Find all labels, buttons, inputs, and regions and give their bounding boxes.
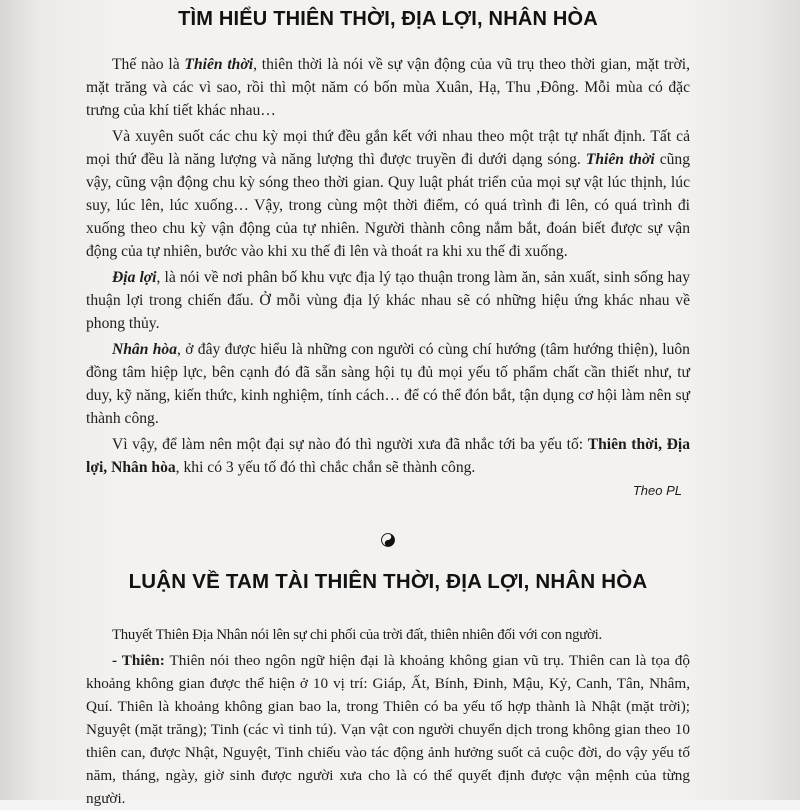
term-three-factors: Thiên thời, Địa lợi, Nhân hòa: [86, 436, 690, 476]
p3-rest: , là nói về nơi phân bố khu vực địa lý tạo thuận trong làm ăn, sản xuất, sinh sống hay thuận lợi trong chiến đấu. Ở mỗi vùng địa lý khác nhau sẽ có những hiệu ứng khác nhau về phong thủy.: [86, 269, 691, 332]
p5-rest: , khi có 3 yếu tố đó thì chắc chắn sẽ thành công.: [175, 459, 476, 476]
label-thien: - Thiên:: [112, 652, 165, 669]
p4-rest: , ở đây được hiểu là những con người có cùng chí hướng (tâm hướng thiện), luôn đồng tâm hiệp lực, bên cạnh đó đã sẵn sàng hội tụ đủ mọi yếu tố phẩm chất cần thiết như, tư duy, kỹ năng, kiến thức, kinh nghiệm, tính cách… để có thể đón bắt, tận dụng cơ hội làm nên sự thành công.: [86, 341, 690, 427]
p7-rest: Thiên nói theo ngôn ngữ hiện đại là khoảng không gian vũ trụ. Thiên can là tọa độ khoảng không gian được thể hiện ở 10 vị trí: Giáp, Ất, Bính, Đinh, Mậu, Kỷ, Canh, Tân, Nhâm, Quí. Thiên là khoảng không gian bao la, trong Thiên có ba yếu tố hợp thành là Nhật (mặt trời); Nguyệt (mặt trăng); Tinh (các vì tinh tú). Vạn vật con người chuyển dịch trong không gian theo 10 thiên can, được Nhật, Nguyệt, Tinh chiếu vào tác động ảnh hưởng suốt cả cuộc đời, do vậy yếu tố năm, tháng, ngày, giờ sinh được người xưa cho là có thể quyết định được vận mệnh của từng người.: [86, 652, 690, 807]
paragraph-nhan-hoa: [86, 338, 690, 430]
p5-lead: Vì vậy, để làm nên một đại sự nào đó thì người xưa đã nhắc tới ba yếu tố:: [112, 436, 588, 453]
term-thien-thoi-2: Thiên thời: [585, 151, 655, 168]
paragraph-conclusion: [86, 433, 690, 479]
paragraph-chu-ky: [86, 125, 690, 263]
term-dia-loi: Địa lợi: [112, 269, 157, 286]
p1-lead: Thế nào là: [112, 56, 185, 73]
section-divider: [86, 533, 690, 552]
term-thien-thoi: Thiên thời: [184, 56, 254, 73]
term-nhan-hoa: Nhân hòa: [112, 341, 177, 358]
paragraph-thien-dia-nhan: Thuyết Thiên Địa Nhân nói lên sự chi phối của trời đất, thiên nhiên đối với con người.: [112, 627, 602, 643]
yin-yang-icon: [381, 533, 395, 547]
section-title-2: LUẬN VỀ TAM TÀI THIÊN THỜI, ĐỊA LỢI, NHÂN HÒA: [128, 570, 648, 593]
p2-part2: cũng vậy, cũng vận động chu kỳ sóng theo thời gian. Quy luật phát triển của mọi sự vật lúc thịnh, lúc suy, lúc lên, lúc xuống… Vậy, trong cùng một thời điểm, có quá trình đi lên, có quá trình đi xuống theo chu kỳ vận động của tự nhiên. Người thành công nắm bắt, đoán biết được sự vận động của tự nhiên, bước vào khi xu thế đi lên và thoát ra khi xu thế đi xuống.: [86, 151, 691, 260]
p1-rest: , thiên thời là nói về sự vận động của vũ trụ theo thời gian, mặt trời, mặt trăng và các vì sao, rồi thì một năm có bốn mùa Xuân, Hạ, Thu ,Đông. Mỗi mùa có đặc trưng của khí tiết khác nhau…: [86, 56, 690, 119]
p2-part1: Và xuyên suốt các chu kỳ mọi thứ đều gắn kết với nhau theo một trật tự nhất định. Tất cả mọi thứ đều là năng lượng và năng lượng thì được truyền đi dưới dạng sóng.: [86, 128, 690, 168]
paragraph-thien-thoi: [86, 53, 690, 122]
source-credit: Theo PL: [632, 483, 682, 498]
section-title-1: TÌM HIỂU THIÊN THỜI, ĐỊA LỢI, NHÂN HÒA: [178, 8, 598, 30]
paragraph-thien: [86, 649, 690, 810]
paragraph-dia-loi: [86, 266, 690, 335]
